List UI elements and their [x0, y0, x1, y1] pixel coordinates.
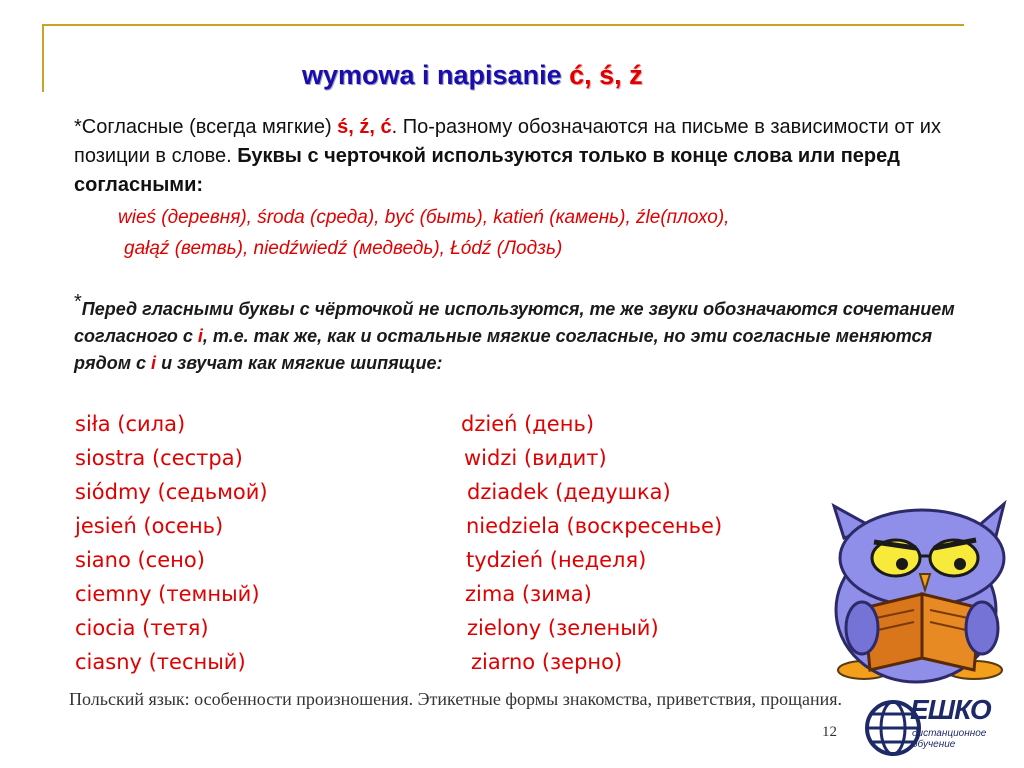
p2-star: * — [74, 291, 82, 313]
examples-line-2: gałąź (ветвь), niedźwiedź (медведь), Łódź (Лодзь) — [124, 238, 563, 259]
word-right-8: ziarno (зерно) — [471, 650, 623, 674]
word-right-6: zima (зима) — [465, 582, 592, 606]
title-main: wymowa i napisanie — [302, 60, 570, 90]
p1-rule: Буквы с черточкой используются только в конце слова или перед согласными: — [74, 145, 900, 196]
word-right-1: dzień (день) — [461, 412, 595, 436]
logo-tagline — [912, 728, 1012, 750]
slide-title — [302, 60, 643, 91]
logo-wordmark: ЕШКО — [910, 694, 991, 725]
p1-intro: *Согласные (всегда мягкие) — [74, 116, 338, 138]
title-letters: ć, ś, ź — [569, 60, 643, 90]
word-right-7: zielony (зеленый) — [467, 616, 659, 640]
p1-text: . По-разному обозначаются на письме в зависимости от их позиции в слове. — [74, 116, 941, 167]
word-right-3: dziadek (дедушка) — [467, 480, 671, 504]
word-left-2: siostra (сестра) — [75, 446, 243, 470]
word-left-3: siódmy (седьмой) — [75, 480, 268, 504]
word-left-7: ciocia (тетя) — [75, 616, 209, 640]
p1-letters: ś, ź, ć — [337, 116, 392, 138]
word-right-2: widzi (видит) — [464, 446, 607, 470]
word-right-5: tydzień (неделя) — [466, 548, 647, 572]
p2-i-1: i — [197, 326, 203, 346]
word-left-4: jesień (осень) — [75, 514, 224, 538]
word-left-6: ciemny (темный) — [75, 582, 260, 606]
logo-tagline-1: дистанционное — [912, 728, 987, 739]
logo-tagline-2: обучение — [912, 739, 956, 750]
word-left-5: siano (сено) — [75, 548, 205, 572]
page-number: 12 — [822, 724, 837, 740]
word-right-4: niedziela (воскресенье) — [466, 514, 723, 538]
p2-text-b: , т.е. так же, как и остальные мягкие согласные, но эти согласные меняются рядом с — [74, 326, 933, 373]
owl-reading-illustration — [804, 498, 1016, 698]
paragraph-vowels — [74, 291, 994, 377]
p2-text-a: Перед гласными буквы с чёрточкой не используются, те же звуки обозначаются сочетанием согласного с — [74, 299, 955, 346]
footer-caption: Польский язык: особенности произношения. Этикетные формы знакомства, приветствия, прощания. — [69, 689, 843, 709]
examples-line-1: wieś (деревня), środa (среда), być (быть), katień (камень), źle(плохо), — [118, 207, 730, 228]
word-left-1: siła (сила) — [75, 412, 186, 436]
word-left-8: ciasny (тесный) — [75, 650, 246, 674]
paragraph-consonants — [74, 113, 974, 200]
p2-i-2: i — [151, 353, 157, 373]
p2-text-c: и звучат как мягкие шипящие: — [156, 353, 443, 373]
slide-frame-top — [42, 24, 964, 26]
slide-frame-left — [42, 24, 44, 92]
